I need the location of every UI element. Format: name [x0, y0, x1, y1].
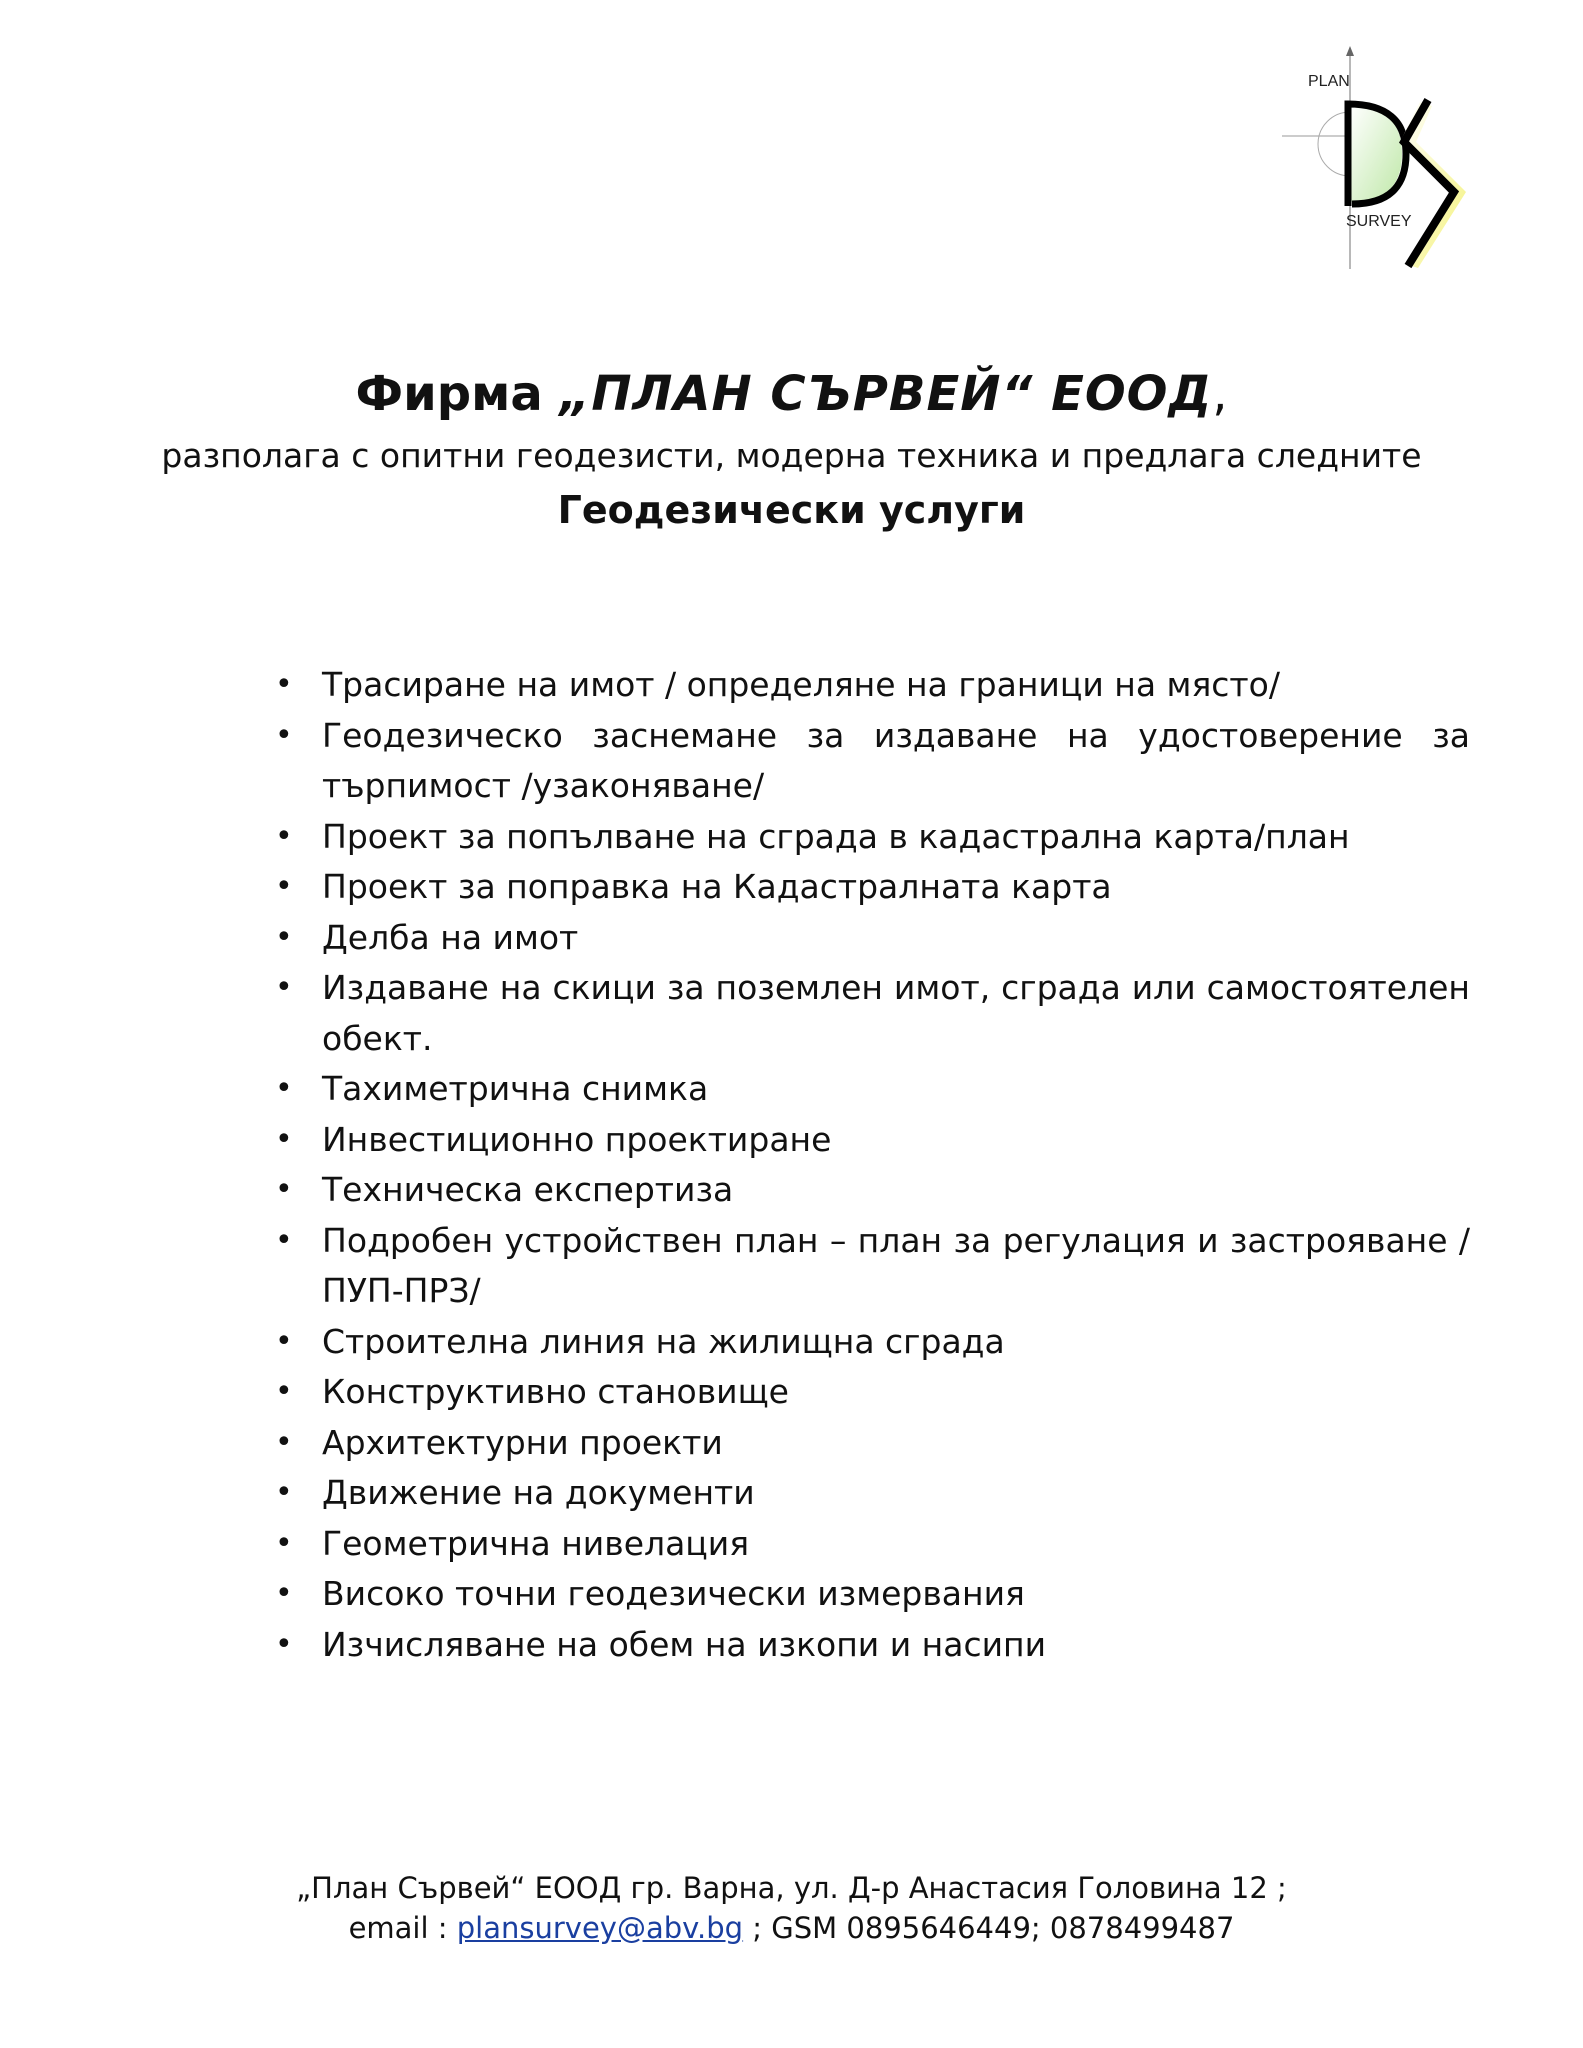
service-text: Изчисляване на обем на изкопи и насипи [322, 1624, 1047, 1664]
email-label: email : [348, 1911, 457, 1945]
list-item [275, 1317, 1470, 1368]
subtitle: разполага с опитни геодезисти, модерна техника и предлага следните [161, 436, 1422, 475]
service-text: Проект за поправка на Кадастралната карта [322, 867, 1112, 906]
bullet-icon: • [275, 1626, 293, 1662]
list-item [275, 1569, 1470, 1620]
list-item [275, 1165, 1470, 1216]
service-text: Тахиметрична снимка [322, 1069, 709, 1108]
services-list [275, 660, 1470, 1670]
north-arrow-icon [1346, 46, 1354, 56]
list-item [275, 1620, 1470, 1671]
service-text: Геометрична нивелация [322, 1523, 750, 1563]
service-text: Високо точни геодезически измервания [322, 1574, 1025, 1613]
list-item [275, 1519, 1470, 1570]
plan-survey-logo [1280, 44, 1480, 274]
service-text: Техническа експертиза [322, 1170, 734, 1209]
bullet-icon: • [275, 1525, 293, 1561]
logo-word-plan: PLAN [1308, 73, 1350, 90]
footer-contacts [0, 1908, 1583, 1948]
bullet-icon: • [275, 1172, 293, 1207]
bullet-icon: • [275, 1323, 293, 1359]
service-text: Подробен устройствен план – план за регулация и застрояване /ПУП-ПРЗ/ [322, 1220, 1470, 1310]
bullet-icon: • [275, 818, 293, 854]
service-text: Делба на имот [322, 917, 579, 957]
bullet-icon: • [275, 869, 293, 904]
company-name: „ПЛАН СЪРВЕЙ“ ЕООД [559, 366, 1213, 422]
list-item [275, 711, 1470, 812]
bullet-icon: • [275, 1222, 293, 1258]
list-item [275, 1468, 1470, 1519]
list-item [275, 1064, 1470, 1115]
service-text: Движение на документи [322, 1473, 755, 1512]
title-comma: , [1212, 366, 1228, 422]
heading-block [0, 360, 1583, 538]
bullet-icon: • [275, 667, 293, 702]
list-item [275, 963, 1470, 1064]
bullet-icon: • [275, 1424, 293, 1460]
list-item [275, 812, 1470, 863]
bullet-icon: • [275, 919, 293, 955]
service-text: Конструктивно становище [322, 1372, 789, 1411]
email-link[interactable]: plansurvey@abv.bg [456, 1911, 744, 1945]
list-item [275, 1115, 1470, 1166]
footer [0, 1868, 1583, 1948]
list-item [275, 1418, 1470, 1469]
bullet-icon: • [275, 1576, 293, 1611]
title-prefix: Фирма [355, 366, 560, 422]
service-text: Инвестиционно проектиране [322, 1119, 832, 1159]
list-item [275, 1216, 1470, 1317]
bullet-icon: • [275, 1374, 293, 1409]
page-title [0, 360, 1583, 428]
service-text: Строителна линия на жилищна сграда [322, 1321, 1005, 1361]
service-text: Проект за попълване на сграда в кадастрална карта/план [322, 816, 1350, 856]
logo-graphic [1280, 44, 1480, 274]
bullet-icon: • [275, 717, 293, 753]
list-item [275, 660, 1470, 711]
service-text: Геодезическо заснемане за издаване на удостоверение за търпимост /узаконяване/ [322, 715, 1470, 805]
list-item [275, 913, 1470, 964]
service-text: Трасиране на имот / определяне на граници на място/ [322, 665, 1280, 704]
bullet-icon: • [275, 1475, 293, 1510]
bullet-icon: • [275, 970, 293, 1005]
list-item [275, 862, 1470, 913]
service-text: Издаване на скици за поземлен имот, сграда или самостоятелен обект. [322, 968, 1470, 1058]
service-text: Архитектурни проекти [322, 1422, 723, 1462]
section-title: Геодезически услуги [557, 488, 1026, 532]
bullet-icon: • [275, 1121, 293, 1157]
list-item [275, 1367, 1470, 1418]
logo-word-survey: SURVEY [1346, 213, 1412, 230]
phone-numbers: ; GSM 0895646449; 0878499487 [743, 1911, 1235, 1945]
footer-address: „План Сървей“ ЕООД гр. Варна, ул. Д-р Анастасия Головина 12 ; [296, 1871, 1287, 1905]
bullet-icon: • [275, 1071, 293, 1106]
